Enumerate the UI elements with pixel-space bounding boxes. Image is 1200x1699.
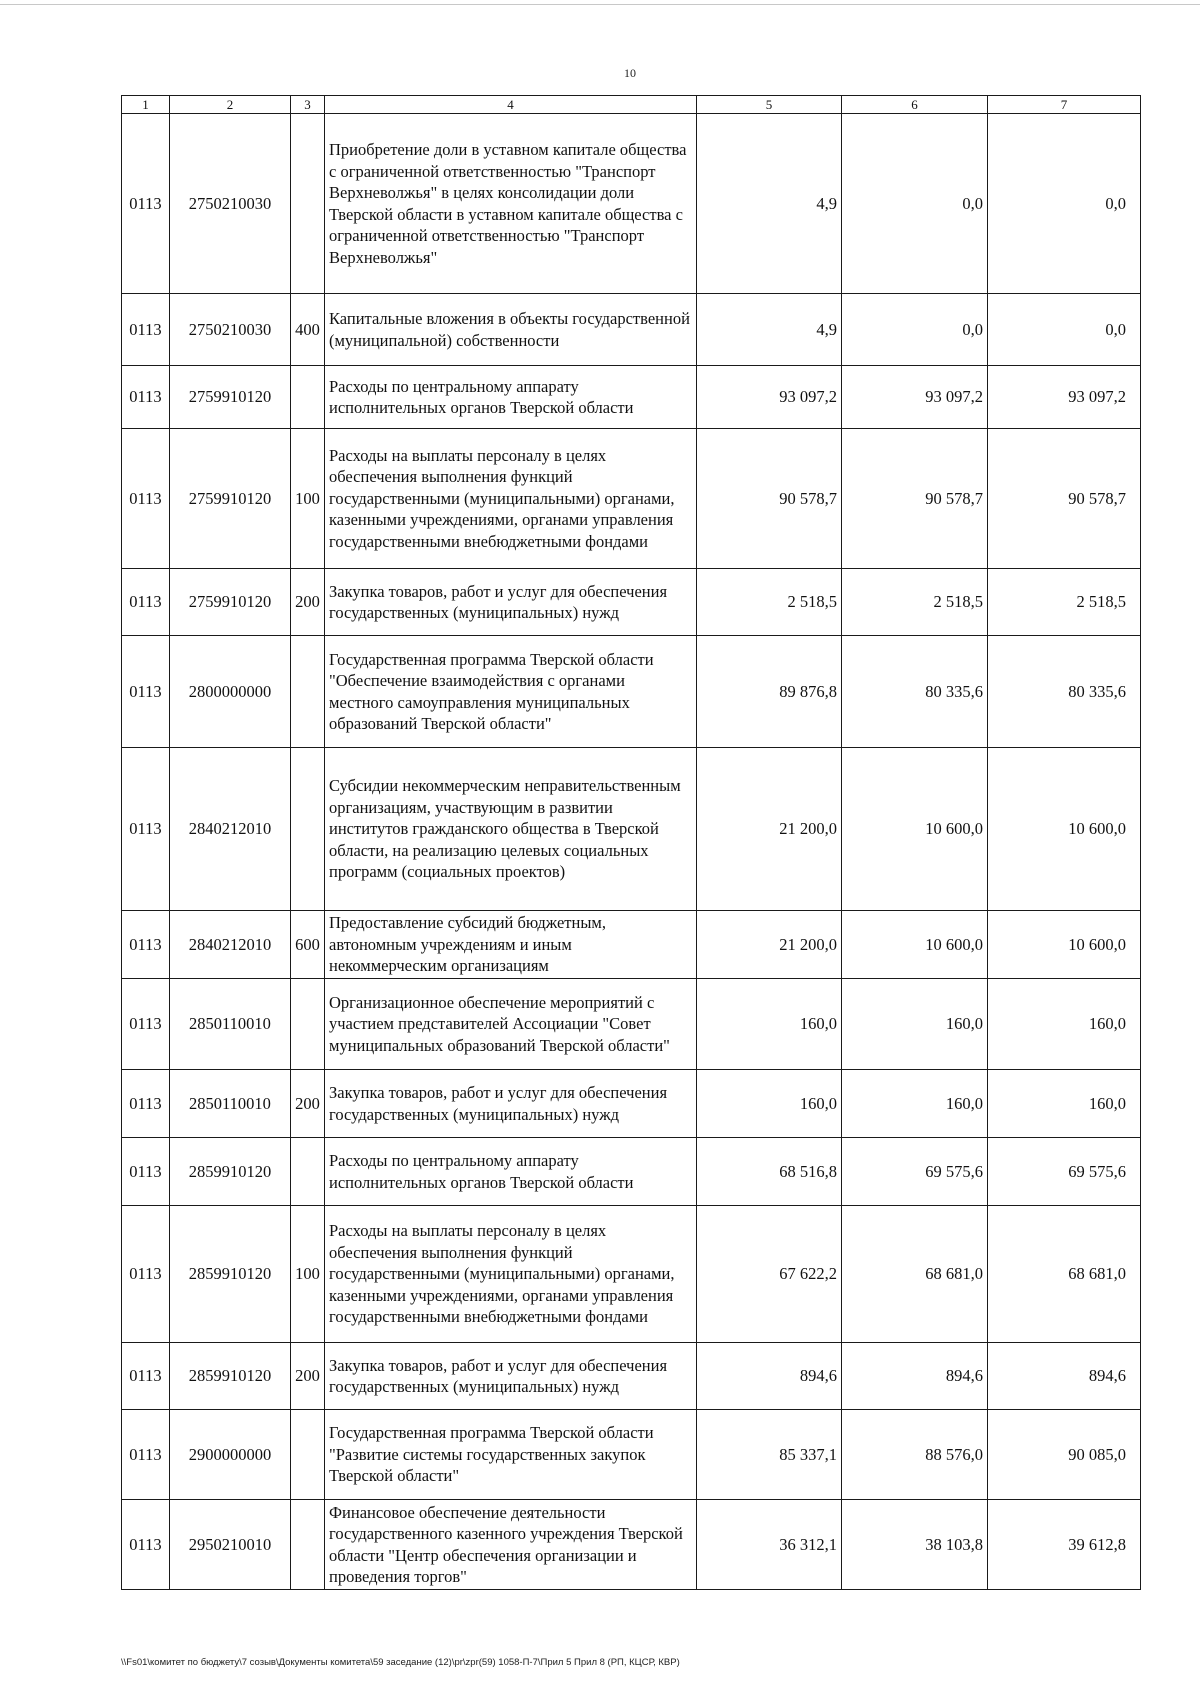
- amount-col5-cell: 90 578,7: [697, 429, 842, 569]
- description-cell: Субсидии некоммерческим неправительственным организациям, участвующим в развитии институтов гражданского общества в Тверской области, на реализацию целевых социальных программ (социальных проектов): [325, 748, 697, 911]
- column-header: 1: [122, 96, 170, 114]
- amount-col5-cell: 2 518,5: [697, 569, 842, 636]
- section-code-cell: 0113: [122, 1410, 170, 1500]
- section-code-cell: 0113: [122, 636, 170, 748]
- amount-col6-cell: 0,0: [842, 114, 988, 294]
- amount-col7-cell: 0,0: [988, 114, 1141, 294]
- description-cell: Финансовое обеспечение деятельности государственного казенного учреждения Тверской области "Центр обеспечения организации и проведения торгов": [325, 1500, 697, 1590]
- amount-col7-cell: 69 575,6: [988, 1138, 1141, 1206]
- amount-col6-cell: 69 575,6: [842, 1138, 988, 1206]
- amount-col5-cell: 160,0: [697, 1070, 842, 1138]
- section-code-cell: 0113: [122, 1500, 170, 1590]
- expense-type-cell: [291, 366, 325, 429]
- expense-type-cell: 200: [291, 1343, 325, 1410]
- page-number: 10: [624, 66, 636, 80]
- section-code-cell: 0113: [122, 979, 170, 1070]
- amount-col6-cell: 38 103,8: [842, 1500, 988, 1590]
- column-header: 5: [697, 96, 842, 114]
- target-article-code-cell: 2840212010: [170, 748, 291, 911]
- amount-col7-cell: 10 600,0: [988, 748, 1141, 911]
- section-code-cell: 0113: [122, 1206, 170, 1343]
- target-article-code-cell: 2859910120: [170, 1138, 291, 1206]
- amount-col6-cell: 93 097,2: [842, 366, 988, 429]
- description-cell: Государственная программа Тверской области "Развитие системы государственных закупок Тверской области": [325, 1410, 697, 1500]
- amount-col5-cell: 36 312,1: [697, 1500, 842, 1590]
- amount-col7-cell: 10 600,0: [988, 911, 1141, 979]
- table-row: [122, 1138, 1141, 1206]
- amount-col6-cell: 10 600,0: [842, 911, 988, 979]
- description-cell: Расходы по центральному аппарату исполнительных органов Тверской области: [325, 366, 697, 429]
- amount-col7-cell: 39 612,8: [988, 1500, 1141, 1590]
- amount-col5-cell: 67 622,2: [697, 1206, 842, 1343]
- table-row: [122, 1206, 1141, 1343]
- expense-type-cell: 400: [291, 294, 325, 366]
- section-code-cell: 0113: [122, 569, 170, 636]
- description-cell: Закупка товаров, работ и услуг для обеспечения государственных (муниципальных) нужд: [325, 569, 697, 636]
- amount-col5-cell: 894,6: [697, 1343, 842, 1410]
- description-cell: Расходы на выплаты персоналу в целях обеспечения выполнения функций государственными (муниципальными) органами, казенными учреждениями, органами управления государственными внебюджетными фондами: [325, 1206, 697, 1343]
- column-header: 7: [988, 96, 1141, 114]
- table-row: [122, 366, 1141, 429]
- amount-col7-cell: 160,0: [988, 979, 1141, 1070]
- description-cell: Приобретение доли в уставном капитале общества с ограниченной ответственностью "Транспорт Верхневолжья" в целях консолидации доли Тверской области в уставном капитале общества с ограниченной ответственностью "Транспорт Верхневолжья": [325, 114, 697, 294]
- table-row: [122, 1343, 1141, 1410]
- amount-col7-cell: 894,6: [988, 1343, 1141, 1410]
- section-code-cell: 0113: [122, 911, 170, 979]
- column-header: 6: [842, 96, 988, 114]
- expense-type-cell: 100: [291, 1206, 325, 1343]
- amount-col5-cell: 4,9: [697, 114, 842, 294]
- expense-type-cell: [291, 114, 325, 294]
- target-article-code-cell: 2759910120: [170, 366, 291, 429]
- expense-type-cell: [291, 1138, 325, 1206]
- target-article-code-cell: 2840212010: [170, 911, 291, 979]
- table-row: [122, 636, 1141, 748]
- section-code-cell: 0113: [122, 366, 170, 429]
- expense-type-cell: [291, 1410, 325, 1500]
- description-cell: Государственная программа Тверской области "Обеспечение взаимодействия с органами местного самоуправления муниципальных образований Тверской области": [325, 636, 697, 748]
- table-row: [122, 429, 1141, 569]
- amount-col7-cell: 90 578,7: [988, 429, 1141, 569]
- table-row: [122, 1070, 1141, 1138]
- target-article-code-cell: 2900000000: [170, 1410, 291, 1500]
- description-cell: Капитальные вложения в объекты государственной (муниципальной) собственности: [325, 294, 697, 366]
- table-row: [122, 1410, 1141, 1500]
- column-number-header-row: [122, 96, 1141, 114]
- table-row: [122, 569, 1141, 636]
- amount-col7-cell: 93 097,2: [988, 366, 1141, 429]
- table-row: [122, 979, 1141, 1070]
- amount-col6-cell: 0,0: [842, 294, 988, 366]
- description-cell: Предоставление субсидий бюджетным, автономным учреждениям и иным некоммерческим организациям: [325, 911, 697, 979]
- column-header: 2: [170, 96, 291, 114]
- amount-col5-cell: 21 200,0: [697, 748, 842, 911]
- target-article-code-cell: 2859910120: [170, 1206, 291, 1343]
- description-cell: Закупка товаров, работ и услуг для обеспечения государственных (муниципальных) нужд: [325, 1343, 697, 1410]
- document-file-path: \\Fs01\комитет по бюджету\7 созыв\Документы комитета\59 заседание (12)\pr\zpr(59) 1058-П-7\Прил 5 Прил 8 (РП, КЦСР, КВР): [121, 1657, 680, 1668]
- expense-type-cell: [291, 1500, 325, 1590]
- amount-col5-cell: 93 097,2: [697, 366, 842, 429]
- description-cell: Закупка товаров, работ и услуг для обеспечения государственных (муниципальных) нужд: [325, 1070, 697, 1138]
- amount-col7-cell: 160,0: [988, 1070, 1141, 1138]
- amount-col6-cell: 160,0: [842, 1070, 988, 1138]
- expense-type-cell: [291, 748, 325, 911]
- amount-col7-cell: 80 335,6: [988, 636, 1141, 748]
- description-cell: Организационное обеспечение мероприятий с участием представителей Ассоциации "Совет муниципальных образований Тверской области": [325, 979, 697, 1070]
- amount-col5-cell: 21 200,0: [697, 911, 842, 979]
- expense-type-cell: 200: [291, 569, 325, 636]
- amount-col6-cell: 68 681,0: [842, 1206, 988, 1343]
- description-cell: Расходы на выплаты персоналу в целях обеспечения выполнения функций государственными (муниципальными) органами, казенными учреждениями, органами управления государственными внебюджетными фондами: [325, 429, 697, 569]
- target-article-code-cell: 2950210010: [170, 1500, 291, 1590]
- target-article-code-cell: 2850110010: [170, 979, 291, 1070]
- expense-type-cell: [291, 636, 325, 748]
- target-article-code-cell: 2859910120: [170, 1343, 291, 1410]
- amount-col5-cell: 68 516,8: [697, 1138, 842, 1206]
- amount-col5-cell: 160,0: [697, 979, 842, 1070]
- expense-type-cell: 100: [291, 429, 325, 569]
- table-row: [122, 294, 1141, 366]
- column-header: 4: [325, 96, 697, 114]
- amount-col6-cell: 90 578,7: [842, 429, 988, 569]
- page-top-edge: [0, 4, 1200, 5]
- table-row: [122, 911, 1141, 979]
- amount-col6-cell: 88 576,0: [842, 1410, 988, 1500]
- amount-col6-cell: 80 335,6: [842, 636, 988, 748]
- section-code-cell: 0113: [122, 294, 170, 366]
- amount-col5-cell: 89 876,8: [697, 636, 842, 748]
- amount-col6-cell: 894,6: [842, 1343, 988, 1410]
- section-code-cell: 0113: [122, 1070, 170, 1138]
- amount-col7-cell: 2 518,5: [988, 569, 1141, 636]
- section-code-cell: 0113: [122, 1138, 170, 1206]
- target-article-code-cell: 2759910120: [170, 569, 291, 636]
- amount-col6-cell: 160,0: [842, 979, 988, 1070]
- target-article-code-cell: 2800000000: [170, 636, 291, 748]
- amount-col6-cell: 2 518,5: [842, 569, 988, 636]
- table-row: [122, 1500, 1141, 1590]
- amount-col6-cell: 10 600,0: [842, 748, 988, 911]
- expense-type-cell: 200: [291, 1070, 325, 1138]
- column-header: 3: [291, 96, 325, 114]
- description-cell: Расходы по центральному аппарату исполнительных органов Тверской области: [325, 1138, 697, 1206]
- target-article-code-cell: 2750210030: [170, 114, 291, 294]
- expense-type-cell: [291, 979, 325, 1070]
- target-article-code-cell: 2850110010: [170, 1070, 291, 1138]
- target-article-code-cell: 2759910120: [170, 429, 291, 569]
- section-code-cell: 0113: [122, 748, 170, 911]
- expense-type-cell: 600: [291, 911, 325, 979]
- table-row: [122, 748, 1141, 911]
- amount-col5-cell: 4,9: [697, 294, 842, 366]
- section-code-cell: 0113: [122, 429, 170, 569]
- budget-table: [121, 95, 1141, 1590]
- amount-col7-cell: 90 085,0: [988, 1410, 1141, 1500]
- amount-col7-cell: 68 681,0: [988, 1206, 1141, 1343]
- section-code-cell: 0113: [122, 1343, 170, 1410]
- table-row: [122, 114, 1141, 294]
- target-article-code-cell: 2750210030: [170, 294, 291, 366]
- section-code-cell: 0113: [122, 114, 170, 294]
- amount-col5-cell: 85 337,1: [697, 1410, 842, 1500]
- amount-col7-cell: 0,0: [988, 294, 1141, 366]
